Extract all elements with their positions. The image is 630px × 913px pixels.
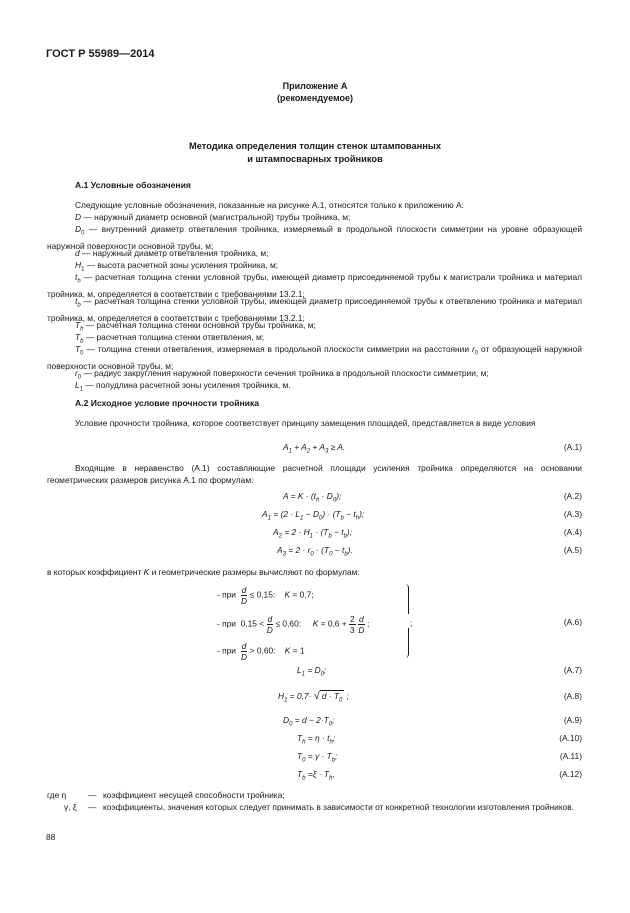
def-L1: $L_1$ — полудлина расчетной зоны усиления тройника, м. <box>75 380 291 393</box>
eq-a9: $D_0 = d - 2\cdot T_0$; <box>283 715 335 728</box>
eq-number-a9: (А.9) <box>563 715 582 725</box>
eq-number-a10: (А.10) <box>559 733 582 743</box>
eq-number-a5: (А.5) <box>563 545 582 555</box>
section-a1-heading: А.1 Условные обозначения <box>75 180 191 190</box>
eq-number-a3: (А.3) <box>563 509 582 519</box>
eq-a2: $A = K \cdot (t_h \cdot D_0)$; <box>283 491 342 504</box>
def-H1: $H_1$ — высота расчетной зоны усиления тройника, м; <box>75 260 279 273</box>
eq-number-a7: (А.7) <box>563 665 582 675</box>
standard-number: ГОСТ Р 55989—2014 <box>46 48 155 60</box>
eq-a11: $T_0 = \gamma \cdot T_b$; <box>297 751 338 764</box>
def-Th: $T_h$ — расчетная толщина стенки основной трубы тройника, м; <box>75 320 316 333</box>
eq-a10: $T_h = \eta \cdot t_h$; <box>297 733 336 746</box>
a2-text3: в которых коэффициент K и геометрические размеры вычисляют по формулам: <box>47 567 360 577</box>
def-r0: $r_0$ — радиус закругления наружной поверхности сечения тройника в продольной плоскости симметрии, м; <box>75 368 489 381</box>
brace-semicolon: ; <box>410 618 413 628</box>
def-Tb: $T_b$ — расчетная толщина стенки ответвления, м; <box>75 332 265 345</box>
section-a2-heading: А.2 Исходное условие прочности тройника <box>75 398 260 408</box>
brace-bottom <box>404 628 409 658</box>
eq-number-a6: (А.6) <box>563 617 582 627</box>
eq-a7: $L_1 = D_0$; <box>297 665 327 678</box>
eq-a12: $T_b =\xi \cdot T_h$, <box>297 769 335 782</box>
legend-gx-symbol: γ, ξ <box>64 802 77 812</box>
eq-number-a1: (А.1) <box>563 442 582 452</box>
legend-gx-text: коэффициенты, значения которых следует принимать в зависимости от конкретной технологии изготовления тройников. <box>103 802 575 812</box>
page-number: 88 <box>46 832 56 842</box>
eq-number-a11: (А.11) <box>559 751 582 761</box>
eq-number-a4: (А.4) <box>563 527 582 537</box>
appendix-title: Приложение А <box>282 81 348 91</box>
case-1: - при $\frac{d}{D}$ ≤ 0,15: K = 0,7; <box>217 585 314 606</box>
eq-number-a12: (А.12) <box>559 769 582 779</box>
eq-a4: $A_2 = 2 \cdot H_1 \cdot (T_b - t_b)$; <box>273 527 353 540</box>
legend-gx-dash: — <box>88 802 97 812</box>
def-D: D — наружный диаметр основной (магистральной) трубы тройника, м; <box>75 212 351 222</box>
appendix-status: (рекомендуемое) <box>277 93 353 103</box>
eq-a3: $A_1 = (2 \cdot L_1 - D_0) \cdot (T_b - t_h)$; <box>262 509 365 522</box>
doc-title-line1: Методика определения толщин стенок штампованных <box>188 141 442 151</box>
eq-a8: $H_1 = 0,7\cdot$ √ $d \cdot T_0$ ; <box>278 690 350 704</box>
def-D0: $D_0$ — внутренний диаметр ответвления тройника, измеряемый в продольной плоскости симметрии на уровне образующей наружной поверхности основной трубы, м; <box>47 224 582 251</box>
a1-intro: Следующие условные обозначения, показанные на рисунке А.1, относятся только к приложению А: <box>75 200 464 210</box>
case-3: - при $\frac{d}{D}$ > 0,60: K = 1 <box>217 641 305 662</box>
doc-title-line2: и штампосварных тройников <box>247 154 383 164</box>
case-2: - при 0,15 < $\frac{d}{D}$ ≤ 0,60: K = 0,6 + $\frac{2}{3}$ $\frac{d}{D}$ ; <box>217 614 370 635</box>
brace-top <box>404 584 409 614</box>
legend-eta-symbol: где η <box>47 790 67 800</box>
def-d: d — наружный диаметр ответвления тройника, м; <box>75 248 269 258</box>
def-tb: $t_b$ — расчетная толщина стенки условной трубы, имеющей диаметр присоединяемой трубы к ответвлению тройника и материал тройника, м, определяется в соответствии с требованиями 13.2.1; <box>47 296 582 323</box>
legend-eta-text: коэффициент несущей способности тройника; <box>103 790 285 800</box>
eq-number-a2: (А.2) <box>563 491 582 501</box>
eq-a1: $A_1 + A_2 + A_3 \ge A$. <box>283 442 346 455</box>
eq-a5: $A_3 = 2 \cdot r_0 \cdot (T_0 - t_b)$. <box>277 545 353 558</box>
def-th: $t_h$ — расчетная толщина стенки условной трубы, имеющей диаметр присоединяемой трубы к магистрали тройника и материал тройника, м, определяется в соответствии с требованиями 13.2.1; <box>47 272 582 299</box>
def-T0: $T_0$ — толщина стенки ответвления, измеряемая в продольной плоскости симметрии на расстоянии $r_0$ от образующей наружной поверхности основной трубы, м; <box>47 344 582 371</box>
legend-eta-dash: — <box>88 790 97 800</box>
eq-number-a8: (А.8) <box>563 691 582 701</box>
a2-text2: Входящие в неравенство (А.1) составляющие расчетной площади усиления тройника определяются на основании геометрических размеров рисунка А.1 по формулам: <box>47 463 582 485</box>
a2-intro: Условие прочности тройника, которое соответствует принципу замещения площадей, представляется в виде условия <box>75 418 536 428</box>
